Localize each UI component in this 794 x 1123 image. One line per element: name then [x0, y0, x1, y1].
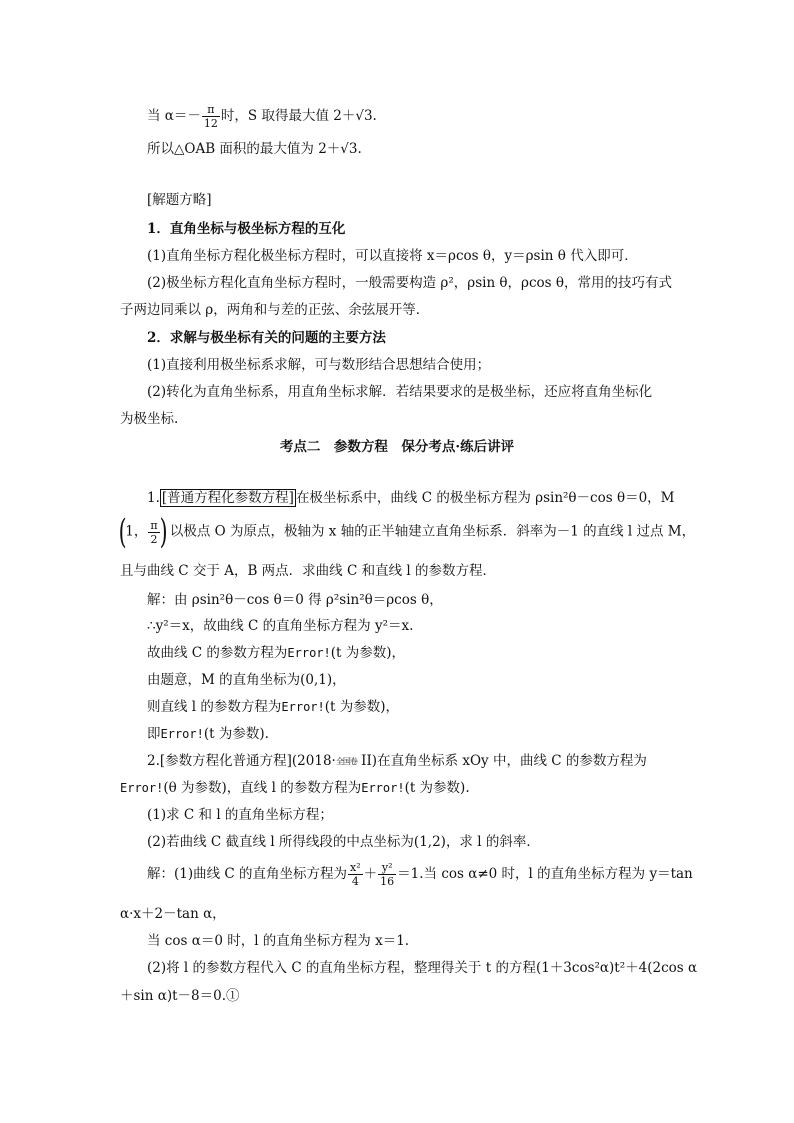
fraction-numerator: π — [150, 518, 158, 532]
text: 当 α＝－ — [147, 108, 201, 124]
text: ＋ — [363, 866, 378, 882]
text: ＝1.当 cos α≠0 时，l 的直角坐标方程为 y＝tan — [397, 866, 693, 882]
problem-1-line-2 — [116, 512, 696, 552]
left-paren: ( — [118, 512, 127, 552]
subheading-methods: 2．求解与极坐标有关的问题的主要方法 — [147, 330, 386, 346]
fraction-denominator: 12 — [203, 117, 218, 130]
fraction-pi-over-2 — [148, 519, 159, 546]
text: (t 为参数). — [404, 780, 470, 796]
text: 即 — [147, 726, 161, 742]
exam-seal: 全国卷 — [335, 756, 357, 766]
question-part-2: (2)若曲线 C 截直线 l 所得线段的中点坐标为(1,2)，求 l 的斜率． — [147, 834, 540, 850]
section-heading-strategy: [解题方略] — [147, 192, 212, 208]
text: (t 为参数). — [203, 726, 269, 742]
solution-line-ellipse — [147, 861, 693, 888]
paragraph-line: 子两边同乘以 ρ，两角和与差的正弦、余弦展开等． — [120, 302, 430, 318]
solution-line: ＋sin α)t－8＝0.① — [120, 988, 240, 1004]
fraction-denominator: 4 — [351, 875, 359, 888]
solution-line — [147, 643, 405, 663]
fraction-x2-over-4 — [348, 861, 363, 888]
error-placeholder: Error! — [361, 781, 405, 795]
text: II)在直角坐标系 xOy 中，曲线 C 的参数方程为 — [356, 753, 647, 769]
text: 以极点 O 为原点，极轴为 x 轴的正半轴建立直角坐标系．斜率为－1 的直线 l 过点 M， — [169, 523, 696, 540]
paragraph-line: (1)直角坐标方程化极坐标方程时，可以直接将 x＝ρcos θ，y＝ρsin θ 代入即可． — [147, 248, 638, 264]
paragraph-line: 为极坐标. — [120, 411, 179, 427]
fraction-denominator: 16 — [380, 875, 395, 888]
text: 1， — [125, 523, 148, 540]
fraction-denominator: 2 — [150, 532, 158, 546]
solution-line: 当 cos α＝0 时，l 的直角坐标方程为 x＝1. — [147, 933, 410, 949]
subheading-conversion: 1．直角坐标与极坐标方程的互化 — [147, 221, 346, 237]
error-placeholder: Error! — [281, 700, 325, 714]
solution-line: 解：由 ρsin²θ－cos θ＝0 得 ρ²sin²θ＝ρcos θ， — [147, 592, 443, 608]
line-max-value-condition — [147, 103, 377, 130]
paragraph-line: 且与曲线 C 交于 A，B 两点．求曲线 C 和直线 l 的参数方程． — [120, 563, 496, 579]
paragraph-line: (1)直接利用极坐标系求解，可与数形结合思想结合使用； — [147, 357, 491, 373]
problem-2-line-2 — [120, 778, 470, 798]
problem-2-line-1 — [147, 751, 647, 772]
solution-line: (2)将 l 的参数方程代入 C 的直角坐标方程，整理得关于 t 的方程(1＋3cos²α)t²＋4(2cos α — [147, 960, 698, 976]
question-part-1: (1)求 C 和 l 的直角坐标方程； — [147, 807, 333, 823]
section-title-parametric: 考点二 参数方程 保分考点·练后讲评 — [279, 439, 515, 455]
line-area-max: 所以△OAB 面积的最大值为 2＋√3. — [147, 141, 362, 157]
problem-tag: [普通方程化参数方程] — [161, 490, 294, 506]
paragraph-line: (2)极坐标方程化直角坐标方程时，一般需要构造 ρ²，ρsin θ，ρcos θ，常用的技巧有式 — [147, 275, 673, 291]
solution-line: 由题意，M 的直角坐标为(0,1)， — [147, 672, 346, 688]
right-paren: ) — [159, 512, 168, 552]
text: 故曲线 C 的参数方程为 — [147, 645, 288, 661]
error-placeholder: Error! — [287, 646, 331, 660]
text: (t 为参数)， — [324, 699, 400, 715]
fraction-y2-over-16 — [378, 861, 396, 888]
solution-line — [147, 697, 399, 717]
text: (t 为参数)， — [330, 645, 406, 661]
error-placeholder: Error! — [160, 727, 204, 741]
solution-line: ∴y²＝x，故曲线 C 的直角坐标方程为 y²＝x. — [147, 618, 414, 634]
fraction-numerator: π — [202, 103, 220, 117]
text: 在极坐标系中，曲线 C 的极坐标方程为 ρsin²θ－cos θ＝0，M — [295, 490, 675, 506]
problem-1-line-1 — [147, 488, 675, 508]
text: (θ 为参数)，直线 l 的参数方程为 — [163, 780, 362, 796]
paragraph-line: (2)转化为直角坐标系，用直角坐标求解．若结果要求的是极坐标，还应将直角坐标化 — [147, 384, 653, 400]
solution-line: α·x＋2－tan α， — [120, 906, 226, 922]
error-placeholder: Error! — [120, 781, 164, 795]
text: 则直线 l 的参数方程为 — [147, 699, 282, 715]
text: 时，S 取得最大值 2＋√3. — [220, 108, 377, 124]
fraction-numerator: x² — [350, 861, 361, 874]
fraction-numerator: y² — [378, 861, 396, 875]
text: 1. — [147, 490, 160, 506]
solution-line — [147, 724, 269, 744]
text: 解：(1)曲线 C 的直角坐标方程为 — [147, 866, 348, 882]
text: 2.[参数方程化普通方程](2018· — [147, 753, 336, 769]
fraction-pi-over-12 — [202, 103, 220, 130]
